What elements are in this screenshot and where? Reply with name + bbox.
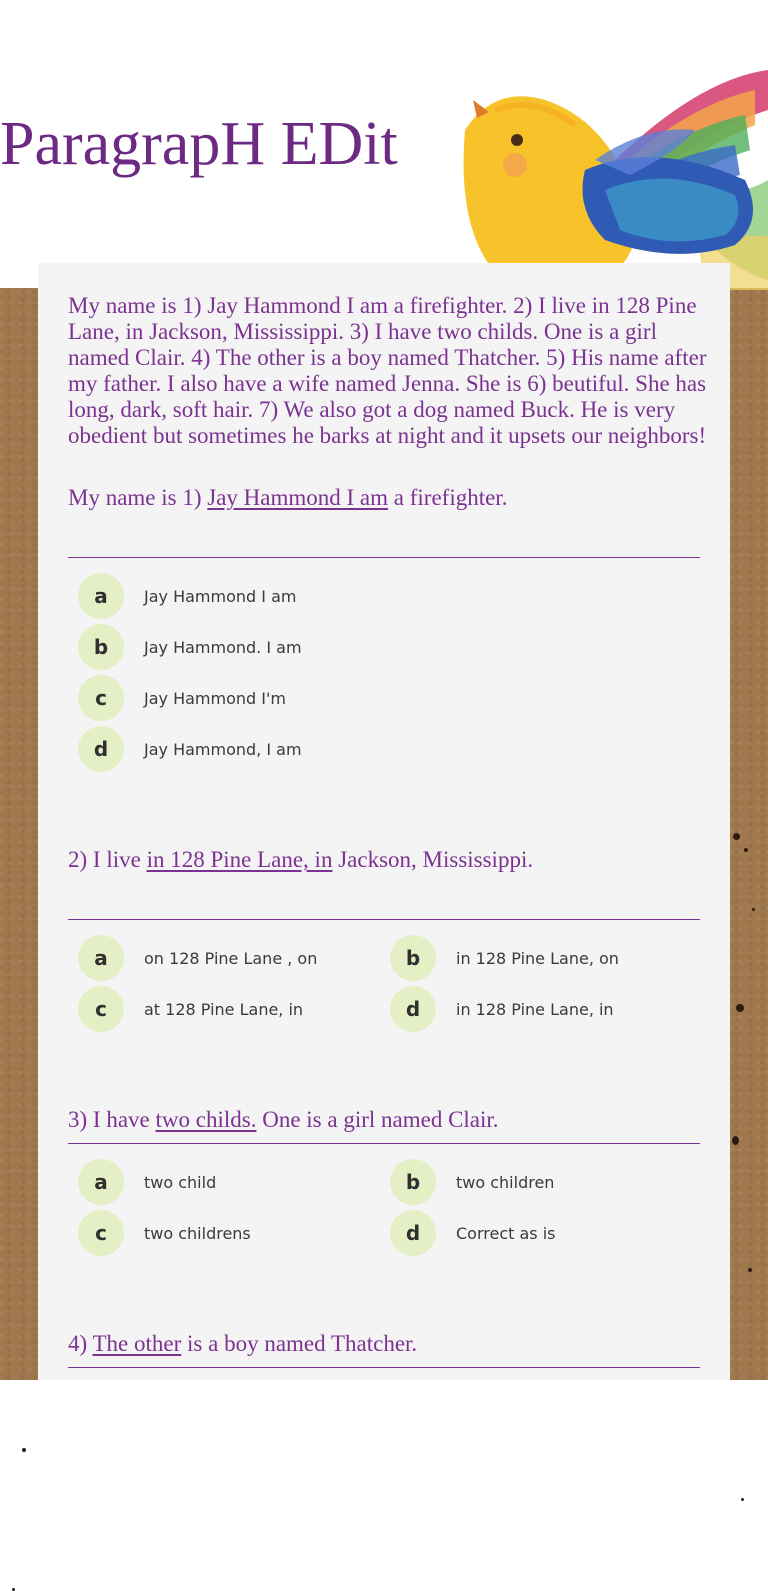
option-3c[interactable] (78, 1210, 251, 1256)
option-text: in 128 Pine Lane, in (456, 999, 614, 1019)
passage-text: My name is 1) Jay Hammond I am a firefighter. 2) I live in 128 Pine Lane, in Jackson, Mississippi. 3) I have two childs. One is a girl named Clair. 4) The other is a boy named Thatcher. 5) His name after my father. I also have a wife named Jenna. She is 6) beutiful. She has long, dark, soft hair. 7) We also got a dog named Buck. He is very obedient but sometimes he barks at night and it upsets our neighbors! (68, 293, 707, 448)
option-letter-bubble: c (78, 675, 124, 721)
bird-eye (511, 134, 523, 146)
option-text: at 128 Pine Lane, in (144, 999, 304, 1019)
question-2-prompt (68, 845, 708, 875)
option-letter-bubble: d (390, 986, 436, 1032)
page-title: ParagrapH EDit (0, 110, 398, 178)
cardboard-speck (732, 1136, 739, 1145)
option-letter-bubble: c (78, 1210, 124, 1256)
option-1b[interactable] (78, 624, 302, 670)
bird-illustration (455, 70, 768, 290)
option-1d[interactable] (78, 726, 302, 772)
option-text: Jay Hammond I'm (144, 688, 286, 708)
option-letter-bubble: a (78, 1159, 124, 1205)
question-suffix: One is a girl named Clair. (256, 1107, 499, 1132)
option-letter-bubble: b (390, 935, 436, 981)
question-suffix: a firefighter. (388, 485, 508, 510)
option-2c[interactable] (78, 986, 303, 1032)
option-1c[interactable] (78, 675, 286, 721)
question-underlined: two childs. (155, 1107, 257, 1132)
option-2d[interactable] (390, 986, 614, 1032)
question-prefix: 2) I live (68, 847, 147, 872)
question-prefix: 4) (68, 1331, 93, 1356)
option-text: in 128 Pine Lane, on (456, 948, 619, 968)
question-4-prompt (68, 1329, 708, 1359)
option-letter-bubble: d (390, 1210, 436, 1256)
option-text: two child (144, 1172, 217, 1192)
cardboard-speck (733, 833, 740, 840)
divider (68, 557, 700, 558)
question-suffix: Jackson, Mississippi. (332, 847, 534, 872)
cardboard-speck (741, 1498, 744, 1501)
cardboard-speck (748, 1268, 752, 1272)
cardboard-speck (736, 1004, 744, 1012)
option-letter-bubble: b (390, 1159, 436, 1205)
option-3a[interactable] (78, 1159, 216, 1205)
option-3b[interactable] (390, 1159, 554, 1205)
option-1a[interactable] (78, 573, 296, 619)
question-prefix: My name is 1) (68, 485, 208, 510)
question-prefix: 3) I have (68, 1107, 156, 1132)
question-suffix: is a boy named Thatcher. (181, 1331, 418, 1356)
question-underlined: in 128 Pine Lane, in (146, 847, 333, 872)
cardboard-speck (752, 908, 755, 911)
divider (68, 1143, 700, 1144)
question-underlined: Jay Hammond I am (207, 485, 389, 510)
option-letter-bubble: a (78, 573, 124, 619)
cardboard-speck (744, 848, 748, 852)
option-2b[interactable] (390, 935, 619, 981)
option-2a[interactable] (78, 935, 317, 981)
header (0, 0, 768, 288)
question-underlined: The other (92, 1331, 182, 1356)
question-card (38, 263, 730, 1380)
option-text: Jay Hammond, I am (144, 739, 302, 759)
option-text: Jay Hammond. I am (144, 637, 302, 657)
cardboard-speck (22, 1448, 26, 1452)
option-text: on 128 Pine Lane , on (144, 948, 318, 968)
option-3d[interactable] (390, 1210, 556, 1256)
divider (68, 1367, 700, 1368)
question-1-prompt (68, 483, 708, 513)
option-letter-bubble: a (78, 935, 124, 981)
option-text: Correct as is (456, 1223, 556, 1243)
option-letter-bubble: d (78, 726, 124, 772)
question-3-prompt (68, 1105, 708, 1135)
option-text: two childrens (144, 1223, 251, 1243)
divider (68, 919, 700, 920)
option-text: two children (456, 1172, 555, 1192)
option-text: Jay Hammond I am (144, 586, 297, 606)
option-letter-bubble: c (78, 986, 124, 1032)
option-letter-bubble: b (78, 624, 124, 670)
